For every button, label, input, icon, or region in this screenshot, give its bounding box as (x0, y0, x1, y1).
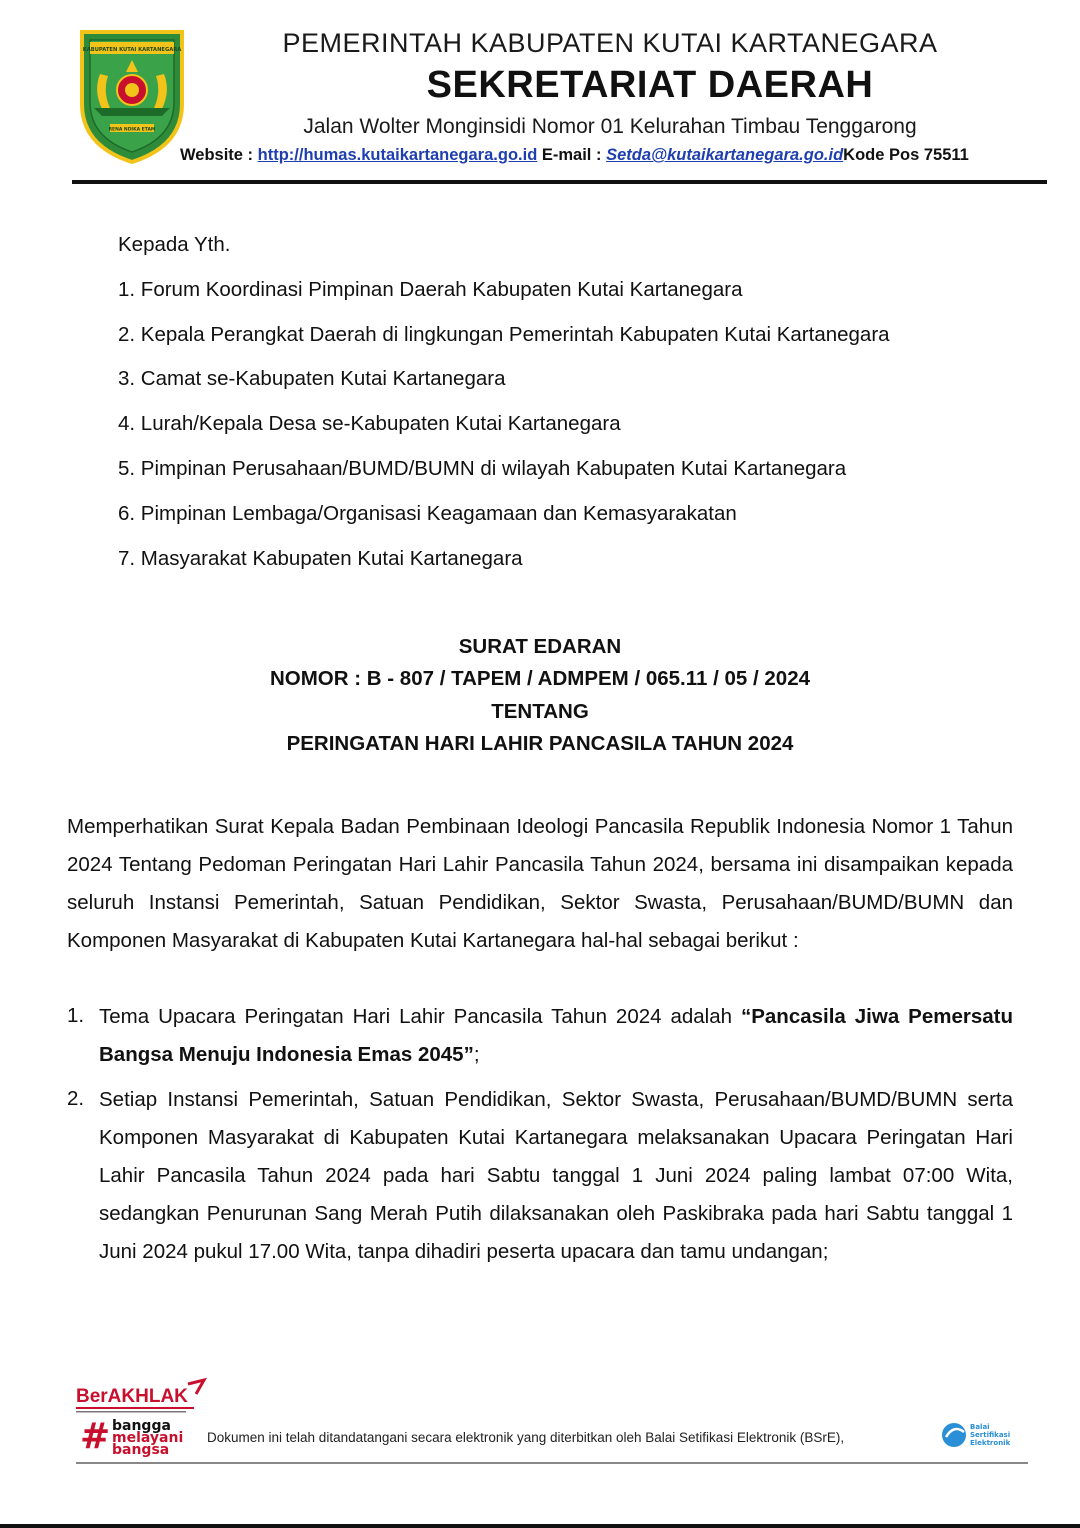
point-1-end: ; (473, 1043, 480, 1066)
intro-paragraph: Memperhatikan Surat Kepala Badan Pembinaan Ideologi Pancasila Republik Indonesia Nomor 1 Tahun 2024 Tentang Pedoman Peringatan Hari Lahir Pancasila Tahun 2024, bersama ini disampaikan kepada seluruh Instansi Pemerintah, Satuan Pendidikan, Sektor Swasta, Perusahaan/BUMD/BUMN dan Komponen Masyarakat di Kabupaten Kutai Kartanegara hal-hal sebagai berikut : (67, 815, 1013, 952)
melayani-text: melayani (112, 1430, 184, 1446)
bsre-line2: Sertifikasi (970, 1431, 1011, 1439)
letterhead-divider (72, 180, 1047, 184)
berakhlak-text: BerAKHLAK (76, 1386, 188, 1407)
addressee-item: 6. Pimpinan Lembaga/Organisasi Keagamaan dan Kemasyarakatan (118, 502, 737, 525)
doc-type: SURAT EDARAN (458, 635, 622, 658)
footer-divider (76, 1462, 1028, 1464)
point-number: 2. (67, 1087, 85, 1110)
point-1-theme: “Pancasila Jiwa Pemersatu Bangsa Menuju Indonesia Emas 2045” (99, 1005, 1013, 1066)
website-link[interactable]: http://humas.kutaikartanegara.go.id (257, 146, 538, 164)
addressee-item: 4. Lurah/Kepala Desa se-Kabupaten Kutai Kartanegara (118, 412, 621, 435)
bangsa-text: bangsa (112, 1442, 170, 1458)
email-label: E-mail : (541, 146, 602, 164)
website-label: Website : (180, 146, 254, 164)
addressee-item: 2. Kepala Perangkat Daerah di lingkungan Pemerintah Kabupaten Kutai Kartanegara (118, 323, 890, 346)
page-edge (0, 1524, 1080, 1528)
doc-number: NOMOR : B - 807 / TAPEM / ADMPEM / 065.11 / 05 / 2024 (269, 667, 810, 690)
letterhead-government: PEMERINTAH KABUPATEN KUTAI KARTANEGARA (282, 28, 938, 58)
point-number: 1. (67, 1004, 85, 1027)
postal-code: Kode Pos 75511 (843, 146, 969, 164)
point-1-text: Tema Upacara Peringatan Hari Lahir Pancasila Tahun 2024 adalah (99, 1005, 741, 1028)
point-1 (99, 998, 1013, 1074)
letterhead-contact (180, 146, 1060, 165)
logo-top-text: KABUPATEN KUTAI KARTANEGARA (82, 47, 182, 53)
addressee-item: 3. Camat se-Kabupaten Kutai Kartanegara (118, 367, 506, 390)
bsre-logo (940, 1420, 1030, 1450)
addressee-item: 1. Forum Koordinasi Pimpinan Daerah Kabupaten Kutai Kartanegara (118, 278, 743, 301)
letterhead-address: Jalan Wolter Monginsidi Nomor 01 Kelurahan Timbau Tenggarong (303, 115, 917, 138)
letterhead-office: SEKRETARIAT DAERAH (426, 64, 874, 106)
bangga-text: bangga (112, 1418, 171, 1434)
email-link[interactable]: Setda@kutaikartanegara.go.id (606, 146, 844, 164)
doc-subject: PERINGATAN HARI LAHIR PANCASILA TAHUN 2024 (286, 732, 794, 755)
salutation: Kepada Yth. (118, 233, 231, 256)
addressee-item: 5. Pimpinan Perusahaan/BUMD/BUMN di wilayah Kabupaten Kutai Kartanegara (118, 457, 847, 480)
berakhlak-bangga-melayani-logo (76, 1376, 216, 1466)
doc-about-label: TENTANG (491, 700, 589, 723)
logo-bottom-text: RENA NDIKA ETAM (108, 127, 156, 133)
esign-note: Dokumen ini telah ditandatangani secara elektronik yang diterbitkan oleh Balai Setifikasi Elektronik (BSrE), (207, 1430, 845, 1445)
hashtag-icon: # (80, 1416, 111, 1457)
kutai-kartanegara-logo (72, 24, 192, 164)
point-2: Setiap Instansi Pemerintah, Satuan Pendidikan, Sektor Swasta, Perusahaan/BUMD/BUMN serta Komponen Masyarakat di Kabupaten Kutai Kartanegara melaksanakan Upacara Peringatan Hari Lahir Pancasila Tahun 2024 pada hari Sabtu tanggal 1 Juni 2024 paling lambat 07:00 Wita, sedangkan Penurunan Sang Merah Putih dilaksanakan oleh Paskibraka pada hari Sabtu tanggal 1 Juni 2024 pukul 17.00 Wita, tanpa dihadiri peserta upacara dan tamu undangan; (99, 1088, 1013, 1263)
bsre-line3: Elektronik (970, 1439, 1011, 1447)
addressee-item: 7. Masyarakat Kabupaten Kutai Kartanegara (118, 547, 523, 570)
bsre-line1: Balai (970, 1423, 990, 1431)
